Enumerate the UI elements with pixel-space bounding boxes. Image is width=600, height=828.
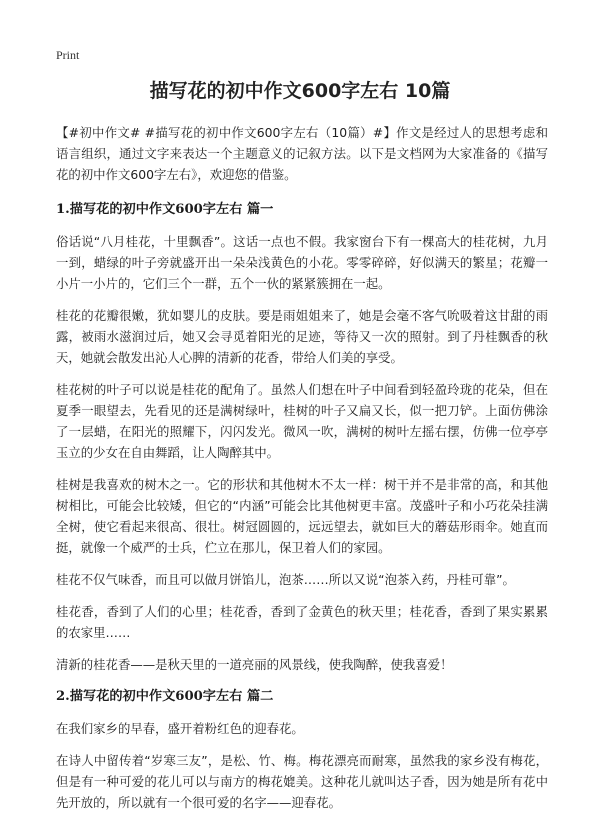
- article-body: [56, 122, 548, 824]
- page-title: 描写花的初中作文600字左右 10篇: [149, 80, 451, 102]
- paragraph: 在诗人中留传着“岁寒三友”，是松、竹、梅。梅花漂亮而耐寒，虽然我的家乡没有梅花，但是有一种可爱的花儿可以与南方的梅花媲美。这种花儿就叫达子香，因为她是所有花中先开放的，所以就有一个很可爱的名字——迎春花。: [56, 753, 548, 810]
- paragraph: 桂花树的叶子可以说是桂花的配角了。虽然人们想在叶子中间看到轻盈玲珑的花朵，但在夏季一眼望去，先看见的还是满树绿叶，桂树的叶子又扁又长，似一把刀铲。上面仿佛涂了一层蜡，在阳光的照耀下，闪闪发光。微风一吹，满树的树叶左摇右摆，仿佛一位亭亭玉立的少女在自由舞蹈，让人陶醉其中。: [56, 382, 548, 460]
- section-heading: 2.描写花的初中作文600字左右 篇二: [56, 689, 274, 704]
- paragraph: 在我们家乡的早春，盛开着粉红色的迎春花。: [56, 721, 304, 736]
- print-link[interactable]: Print: [56, 48, 80, 62]
- section-heading: 1.描写花的初中作文600字左右 篇一: [56, 202, 274, 217]
- intro-paragraph: 【#初中作文# #描写花的初中作文600字左右（10篇）#】作文是经过人的思想考虑和语言组织，通过文字来表达一个主题意义的记叙方法。以下是文档网为大家准备的《描写花的初中作文600字左右》，欢迎您的借鉴。: [56, 125, 548, 182]
- paragraph: 桂树是我喜欢的树木之一。它的形状和其他树木不太一样：树干并不是非常的高，和其他树相比，可能会比较矮，但它的“内涵”可能会比其他树更丰富。茂盛叶子和小巧花朵挂满全树，使它看起来很高、很壮。树冠圆圆的，远远望去，就如巨大的蘑菇形雨伞。她直而挺，就像一个威严的士兵，伫立在那儿，保卫着人们的家园。: [56, 477, 548, 555]
- paragraph: 桂花不仅气味香，而且可以做月饼馅儿，泡茶……所以又说“泡茶入药，丹桂可靠”。: [56, 572, 515, 587]
- paragraph: 清新的桂花香——是秋天里的一道亮丽的风景线，使我陶醉，使我喜爱！: [56, 657, 453, 672]
- paragraph: 桂花香，香到了人们的心里；桂花香，香到了金黄色的秋天里；桂花香，香到了果实累累的农家里……: [56, 604, 548, 640]
- paragraph: 俗话说“八月桂花，十里飘香”。这话一点也不假。我家窗台下有一棵高大的桂花树，九月一到，蜡绿的叶子旁就盛开出一朵朵浅黄色的小花。零零碎碎，好似满天的繁星；花瓣一小片一小片的，它们三个一群，五个一伙的紧紧簇拥在一起。: [56, 234, 548, 291]
- paragraph: 桂花的花瓣很嫩，犹如婴儿的皮肤。要是雨姐姐来了，她是会毫不客气吮吸着这甘甜的雨露，被雨水滋润过后，她又会寻觅着阳光的足迹，等待又一次的照射。到了丹桂飘香的秋天，她就会散发出沁人心脾的清新的花香，带给人们美的享受。: [56, 308, 548, 365]
